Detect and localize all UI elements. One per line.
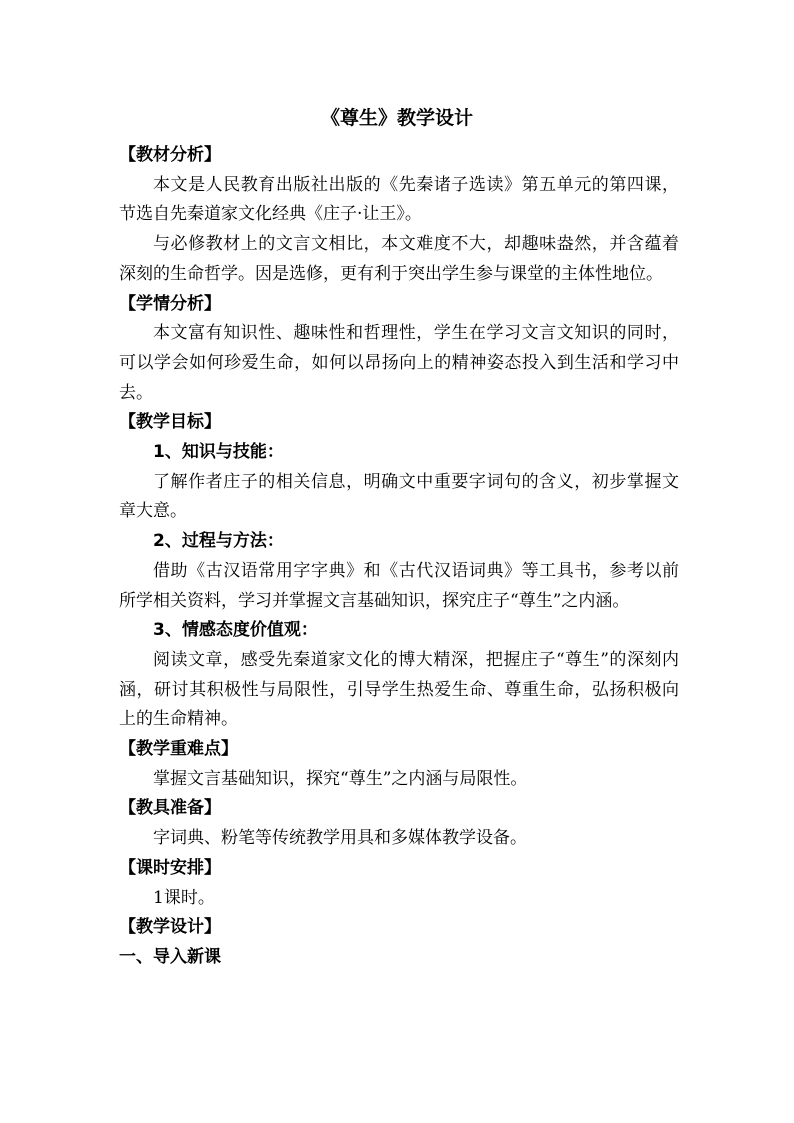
heading-material-analysis: 【教材分析】 (119, 145, 221, 165)
heading-learner-analysis: 【学情分析】 (119, 293, 221, 314)
key-points-text: 掌握文言基础知识，探究“尊生”之内涵与局限性。 (153, 768, 528, 789)
heading-part-1: 一、导入新课 (119, 946, 221, 967)
goal-2-text: 借助《古汉语常用字字典》和《古代汉语词典》等工具书，参考以前所学相关资料，学习并掌握文言基础知识，探究庄子“尊生”之内涵。 (119, 560, 679, 611)
teaching-tools-text: 字词典、粉笔等传统教学用具和多媒体教学设备。 (153, 828, 527, 849)
heading-teaching-goals: 【教学目标】 (119, 412, 221, 433)
heading-teaching-tools: 【教具准备】 (119, 798, 221, 819)
goal-3-label: 3、情感态度价值观： (153, 620, 318, 641)
paragraph-material-2: 与必修教材上的文言文相比，本文难度不大，却趣味盎然，并含蕴着深刻的生命哲学。因是选修，更有利于突出学生参与课堂的主体性地位。 (119, 234, 679, 284)
paragraph-learner-1: 本文富有知识性、趣味性和哲理性，学生在学习文言文知识的同时，可以学会如何珍爱生命，如何以昂扬向上的精神姿态投入到生活和学习中去。 (119, 323, 679, 403)
heading-teaching-design: 【教学设计】 (119, 917, 221, 938)
document-title: 《尊生》教学设计 (320, 107, 473, 129)
goal-1-text: 了解作者庄子的相关信息，明确文中重要字词句的含义，初步掌握文章大意。 (119, 471, 679, 522)
heading-key-difficult-points: 【教学重难点】 (119, 739, 238, 760)
paragraph-material-1: 本文是人民教育出版社出版的《先秦诸子选读》第五单元的第四课，节选自先秦道家文化经典《庄子·让王》。 (119, 174, 679, 225)
document-body (119, 141, 679, 973)
goal-2-label: 2、过程与方法： (153, 531, 284, 552)
goal-3-text: 阅读文章，感受先秦道家文化的博大精深，把握庄子“尊生”的深刻内涵，研讨其积极性与局限性，引导学生热爱生命、尊重生命，弘扬积极向上的生命精神。 (119, 649, 679, 730)
class-hours-text: 1课时。 (153, 887, 215, 908)
heading-class-hours: 【课时安排】 (119, 857, 221, 878)
goal-1-label: 1、知识与技能： (153, 442, 284, 463)
